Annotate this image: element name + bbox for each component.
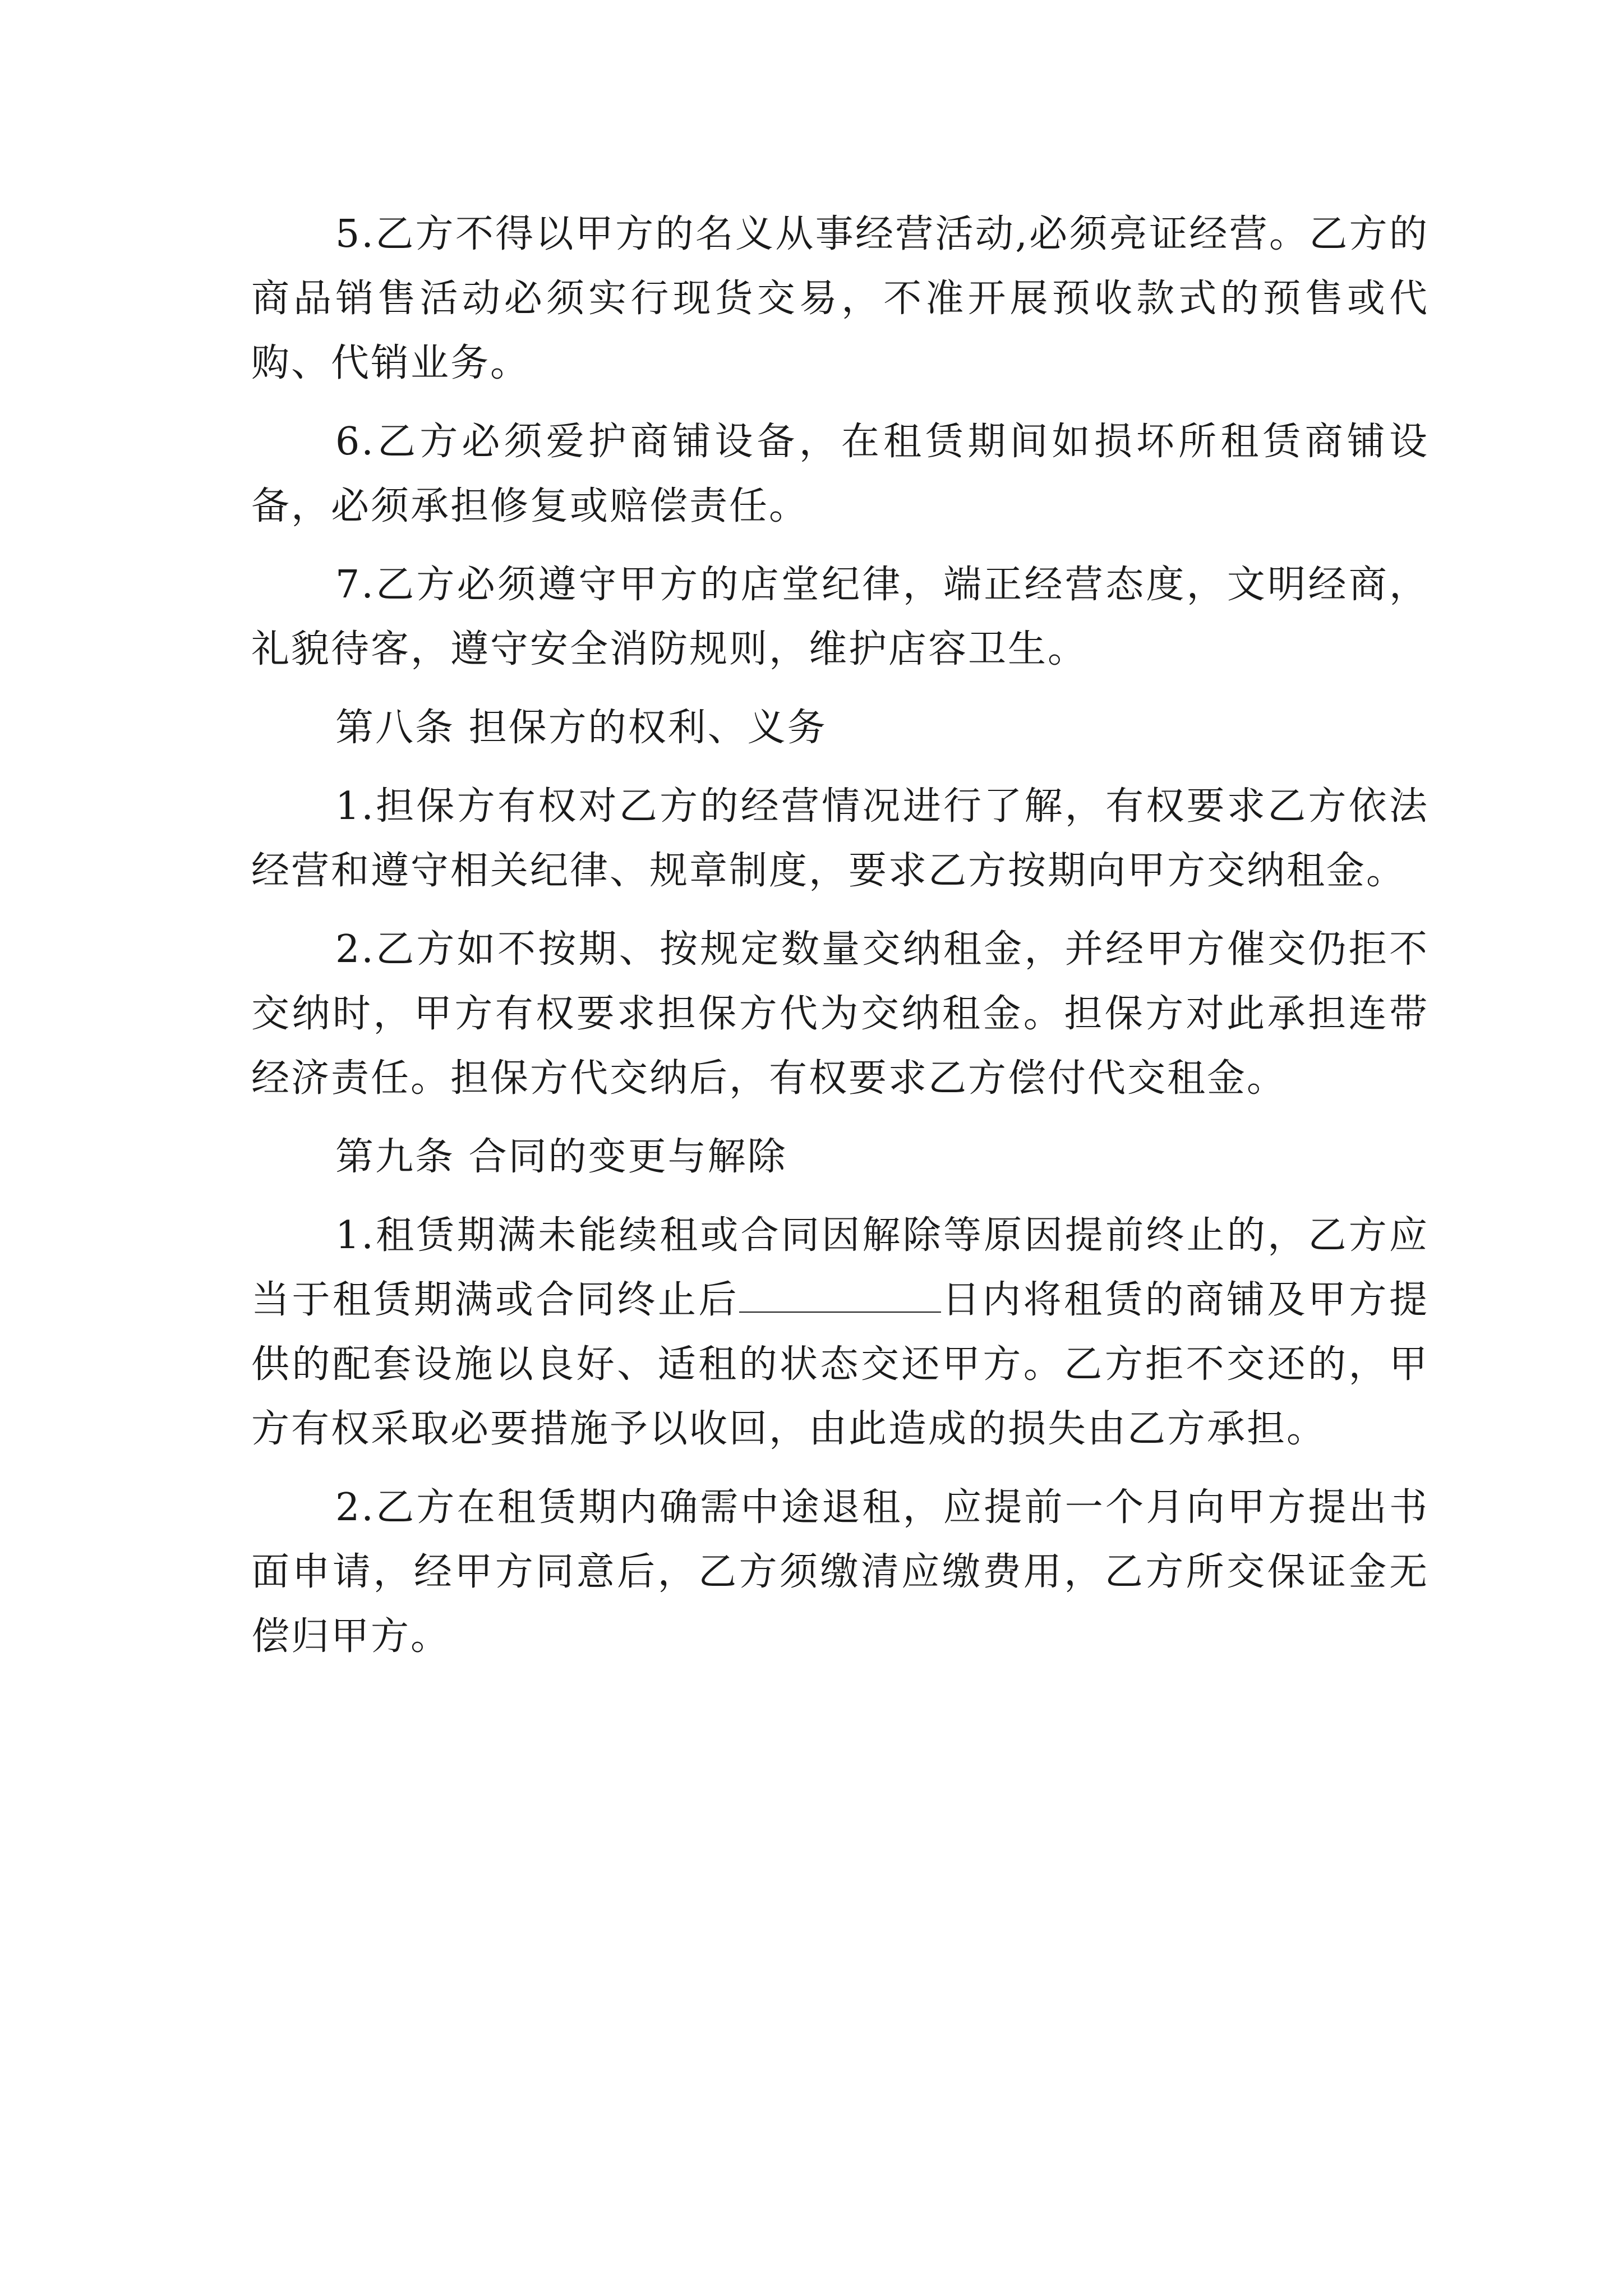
article-9-item-1-text-after: 日内将租赁的商铺及甲方提供的配套设施以良好、适租的状态交还甲方。乙方拒不交还的，甲方有权采取必要措施予以收回，由此造成的损失由乙方承担。 [251, 1278, 1429, 1451]
clause-7: 7.乙方必须遵守甲方的店堂纪律，端正经营态度，文明经商，礼貌待客，遵守安全消防规则，维护店容卫生。 [251, 563, 1429, 671]
days-blank-field [739, 1278, 941, 1313]
article-8-item-2: 2.乙方如不按期、按规定数量交纳租金，并经甲方催交仍拒不交纳时，甲方有权要求担保方代为交纳租金。担保方对此承担连带经济责任。担保方代交纳后，有权要求乙方偿付代交租金。 [251, 927, 1429, 1101]
article-9-heading: 第九条 合同的变更与解除 [335, 1135, 787, 1179]
article-9-item-1 [251, 1203, 1429, 1461]
article-9-item-1-text-before: 1.租赁期满未能续租或合同因解除等原因提前终止的，乙方应当于租赁期满或合同终止后 [251, 1213, 1429, 1322]
document-body [251, 202, 1429, 1683]
clause-6: 6.乙方必须爱护商铺设备，在租赁期间如损坏所租赁商铺设备，必须承担修复或赔偿责任。 [251, 420, 1429, 528]
clause-5: 5.乙方不得以甲方的名义从事经营活动,必须亮证经营。乙方的商品销售活动必须实行现货交易，不准开展预收款式的预售或代购、代销业务。 [251, 212, 1429, 385]
article-8-heading: 第八条 担保方的权利、义务 [335, 706, 827, 750]
article-8-item-1: 1.担保方有权对乙方的经营情况进行了解，有权要求乙方依法经营和遵守相关纪律、规章制度，要求乙方按期向甲方交纳租金。 [251, 784, 1429, 893]
article-9-item-2: 2.乙方在租赁期内确需中途退租，应提前一个月向甲方提出书面申请，经甲方同意后，乙方须缴清应缴费用，乙方所交保证金无偿归甲方。 [251, 1485, 1429, 1659]
